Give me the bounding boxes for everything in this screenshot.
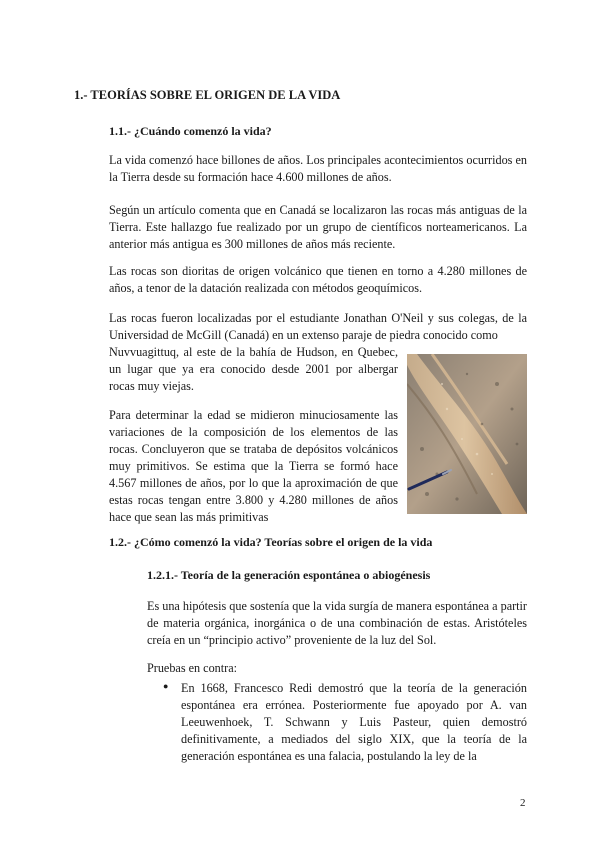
bullet-marker: ● (163, 681, 169, 691)
subsection-heading-1-1: 1.1.- ¿Cuándo comenzó la vida? (109, 124, 272, 138)
paragraph-discovery: Las rocas fueron localizadas por el estudiante Jonathan O'Neil y sus colegas, de la Universidad de McGill (Canadá) en un extenso paraje de piedra conocido como (109, 311, 527, 342)
rock-photo (407, 354, 527, 514)
paragraph-diorites: Las rocas son dioritas de origen volcánico que tienen en torno a 4.280 millones de años, a tenor de la datación realizada con métodos geoquímicos. (109, 264, 527, 295)
paragraph-intro: La vida comenzó hace billones de años. Los principales acontecimientos ocurridos en la Tierra desde su formación hace 4.600 millones de años. (109, 153, 527, 184)
paragraph-canada-article: Según un artículo comenta que en Canadá se localizaron las rocas más antiguas de la Tierra. Este hallazgo fue realizado por un grupo de científicos norteamericanos. La anterior más antigua es 300 millones de años más reciente. (109, 203, 527, 251)
paragraph-dating: Para determinar la edad se midieron minuciosamente las variaciones de la composición de los elementos de las rocas. Concluyeron que se trataba de depósitos volcánicos muy primitivos. Se estima que la Tierra se formó hace 4.567 millones de años, por lo que la aproximación de que estas rocas tengan entre 3.800 y 4.280 millones de años hace que sean las más primitivas (109, 408, 398, 524)
evidence-against-label: Pruebas en contra: (147, 661, 238, 675)
page-number: 2 (520, 797, 526, 809)
subsection-heading-1-2-1: 1.2.1.- Teoría de la generación espontánea o abiogénesis (147, 568, 431, 582)
paragraph-hypothesis: Es una hipótesis que sostenía que la vida surgía de manera espontánea a partir de materia orgánica, inorgánica o de una combinación de estas. Aristóteles creía en un “principio activo” proveniente de la luz del Sol. (147, 599, 527, 647)
section-heading-1: 1.- TEORÍAS SOBRE EL ORIGEN DE LA VIDA (74, 88, 341, 102)
bullet-item-redi: En 1668, Francesco Redi demostró que la teoría de la generación espontánea era errónea. Posteriormente fue apoyado por A. van Leeuwenhoek, T. Schwann y Luis Pasteur, quien demostró definitivamente, a mediados del siglo XIX, que la teoría de la generación espontánea es una falacia, postulando la ley de la (181, 681, 527, 763)
paragraph-discovery-continued: Nuvvuagittuq, al este de la bahía de Hudson, en Quebec, un lugar que ya era conocido desde 2001 por albergar rocas muy viejas. (109, 345, 398, 393)
subsection-heading-1-2: 1.2.- ¿Cómo comenzó la vida? Teorías sobre el origen de la vida (109, 535, 433, 549)
